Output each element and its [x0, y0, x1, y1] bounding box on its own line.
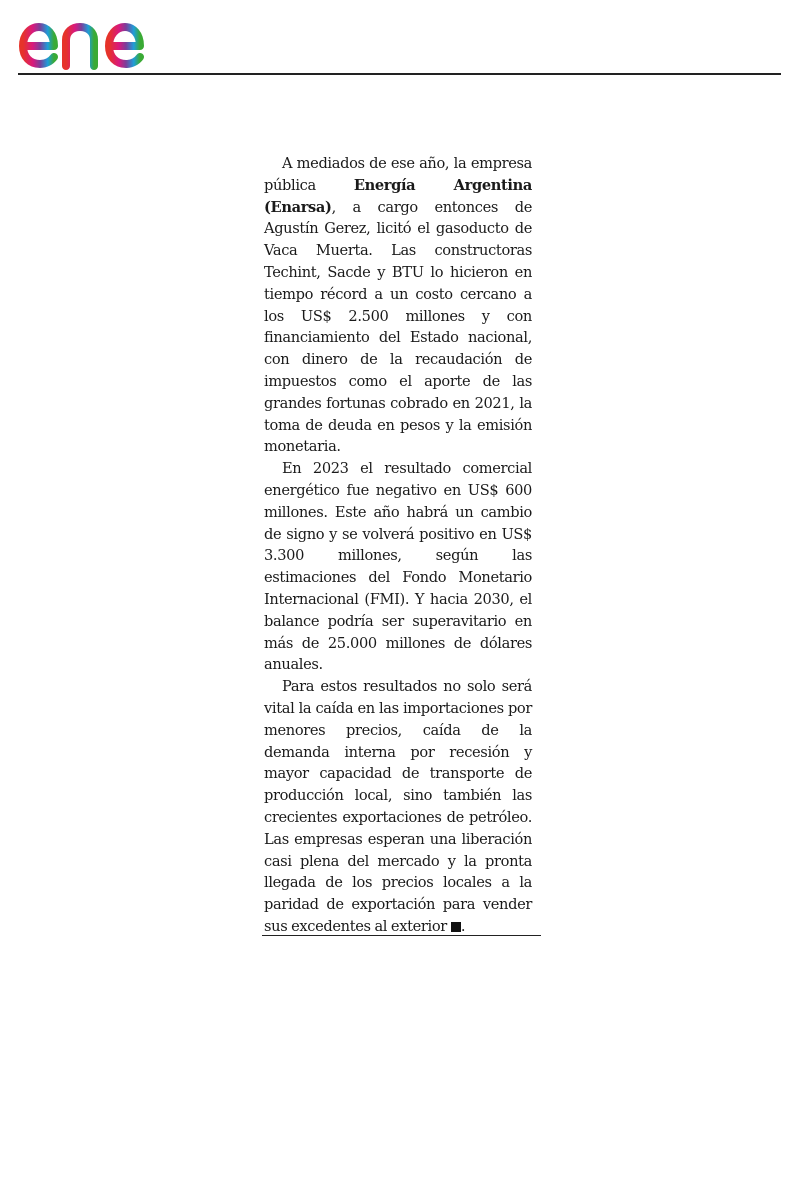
- organization-name: Energía Argentina (Enarsa): [264, 176, 532, 216]
- paragraph-text: A mediados de ese año, la empresa pública: [264, 155, 532, 194]
- page-header: [0, 0, 800, 76]
- article-paragraph: [264, 153, 532, 458]
- article-paragraph: En 2023 el resultado comercial energético fue negativo en US$ 600 millones. Este año habrá un cambio de signo y se volverá positivo en US$ 3.300 millones, según las estimaciones del Fondo Monetario Internacional (FMI). Y hacia 2030, el balance podría ser superavitario en más de 25.000 millones de dólares anuales.: [264, 460, 532, 674]
- paragraph-end-punctuation: .: [460, 917, 466, 935]
- article-end-divider: [262, 935, 541, 936]
- enel-logo: [18, 4, 192, 70]
- paragraph-text: Para estos resultados no solo será vital la caída en las importaciones por menores precios, caída de la demanda interna por recesión y mayor capacidad de transporte de producción local, sino también las crecientes exportaciones de petróleo. Las empresas esperan una liberación casi plena del mercado y la pronta llegada de los precios locales a la paridad de exportación para vender sus excedentes al exterior: [264, 678, 532, 935]
- header-divider: [18, 73, 781, 75]
- article-paragraph: [264, 676, 532, 938]
- paragraph-text: , a cargo entonces de Agustín Gerez, licitó el gasoducto de Vaca Muerta. Las constructoras Techint, Sacde y BTU lo hicieron en tiempo récord a un costo cercano a los US$ 2.500 millones y con financiamiento del Estado nacional, con dinero de la recaudación de impuestos como el aporte de las grandes fortunas cobrado en 2021, la toma de deuda en pesos y la emisión monetaria.: [264, 198, 532, 456]
- article-body: [264, 153, 532, 938]
- end-of-article-square-icon: [451, 922, 461, 932]
